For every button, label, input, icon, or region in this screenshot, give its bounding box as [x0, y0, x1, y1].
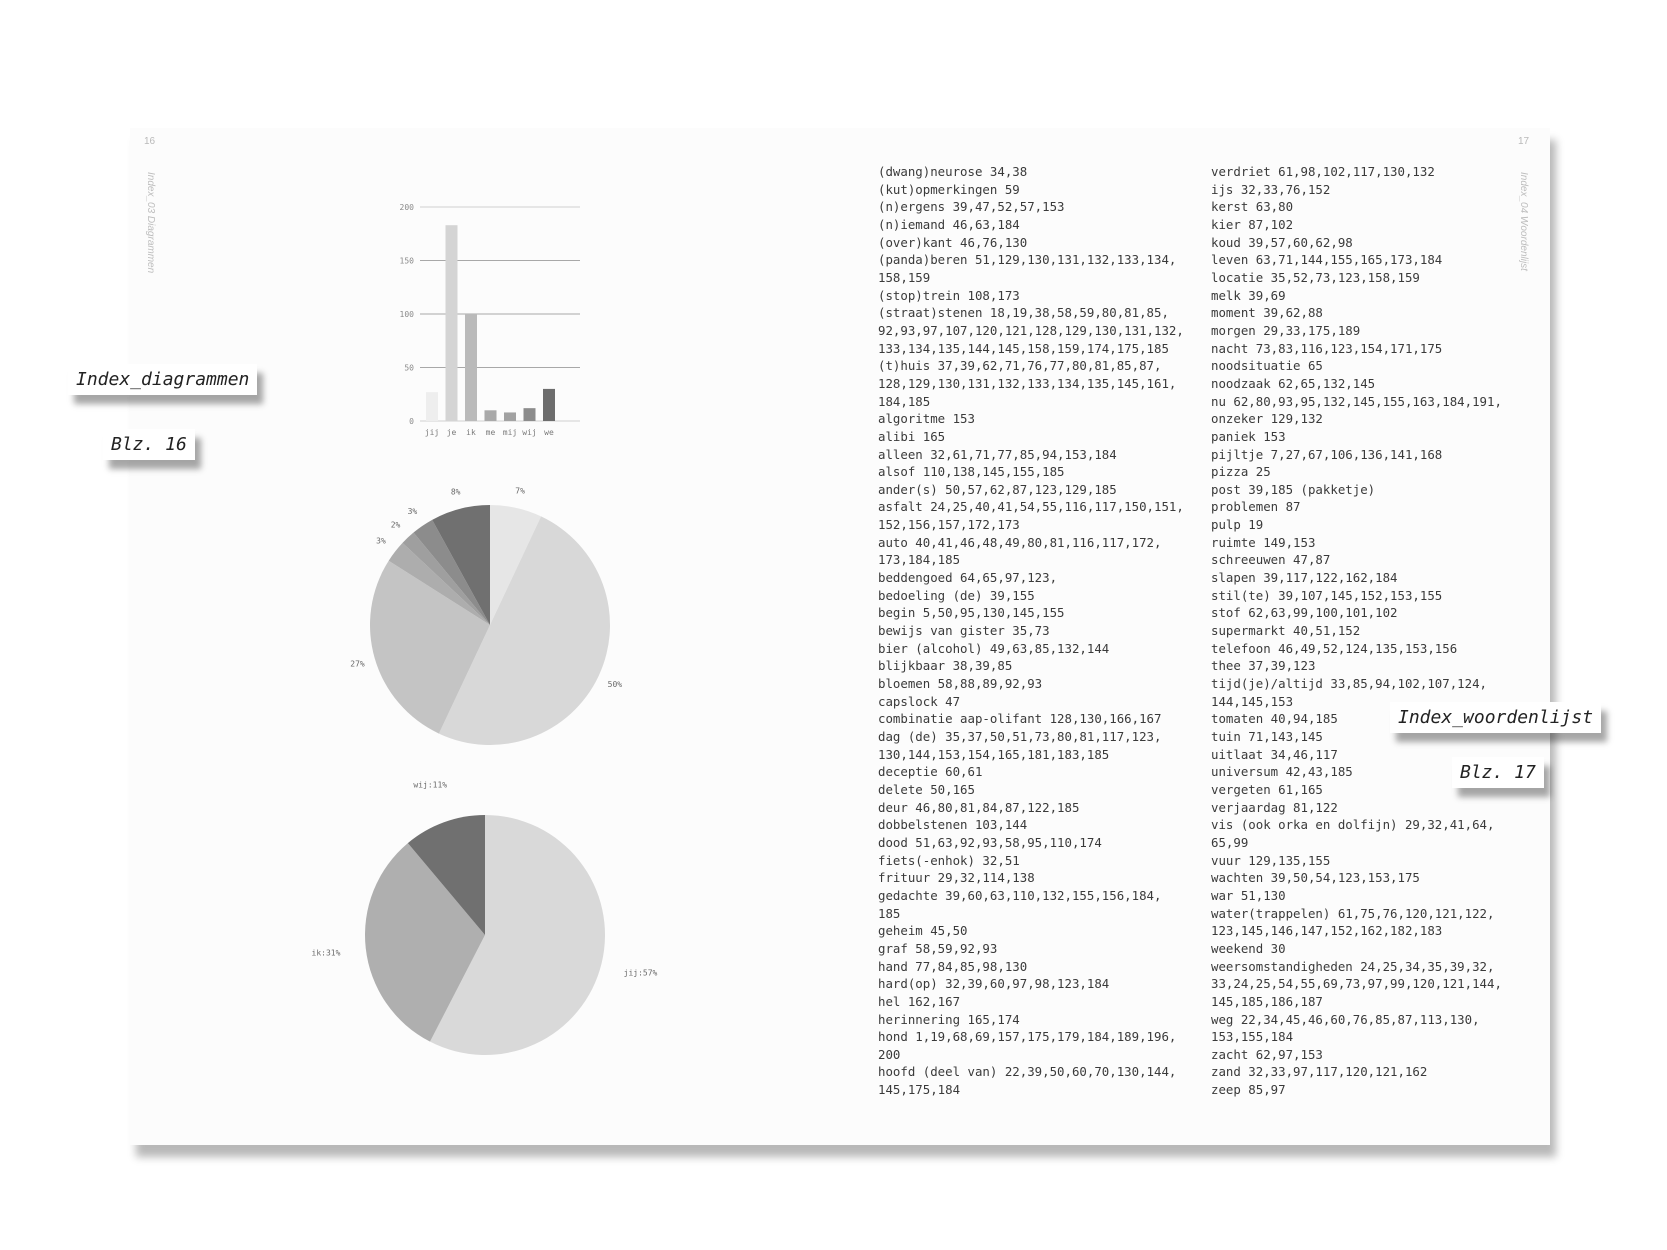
index-entry — [1211, 587, 1502, 605]
index-entry — [878, 251, 1184, 286]
index-entry-line: delete 50,165 — [878, 781, 975, 797]
index-entry-line: morgen 29,33,175,189 — [1211, 322, 1361, 338]
index-entry-line: 153,155,184 — [1211, 1029, 1294, 1045]
index-entry-line: (kut)opmerkingen 59 — [878, 181, 1020, 197]
index-entry — [1211, 569, 1502, 587]
index-entry-line: alibi 165 — [878, 428, 946, 444]
index-entry — [1211, 781, 1502, 799]
index-entry — [1211, 498, 1502, 516]
index-entry — [1211, 1063, 1502, 1081]
index-entry-line: water(trappelen) 61,75,76,120,121,122, — [1211, 905, 1495, 921]
index-entry-line: post 39,185 (pakketje) — [1211, 481, 1376, 497]
index-entry — [1211, 340, 1502, 358]
index-entry — [1211, 393, 1502, 411]
index-entry — [1211, 357, 1502, 375]
index-entry-line: alsof 110,138,145,155,185 — [878, 464, 1065, 480]
index-entry-line: pulp 19 — [1211, 517, 1264, 533]
index-entry-line: vis (ook orka en dolfijn) 29,32,41,64, — [1211, 817, 1495, 833]
index-entry — [878, 1028, 1184, 1063]
index-entry-line: auto 40,41,46,48,49,80,81,116,117,172, — [878, 534, 1162, 550]
pie-slice-label: wij:11% — [413, 780, 448, 790]
index-entry-line: alleen 32,61,71,77,85,94,153,184 — [878, 446, 1117, 462]
index-entry-line: deur 46,80,81,84,87,122,185 — [878, 799, 1080, 815]
index-entry — [878, 940, 1184, 958]
index-entry — [878, 463, 1184, 481]
index-entry-line: weekend 30 — [1211, 940, 1286, 956]
bar — [465, 314, 477, 421]
index-entry — [878, 799, 1184, 817]
bar — [543, 389, 555, 421]
word-index-column-1 — [878, 163, 1184, 1099]
index-entry — [878, 604, 1184, 622]
index-entry-line: (straat)stenen 18,19,38,58,59,80,81,85, — [878, 305, 1169, 321]
index-entry — [1211, 940, 1502, 958]
index-entry — [1211, 322, 1502, 340]
index-entry-line: (n)ergens 39,47,52,57,153 — [878, 199, 1065, 215]
index-entry-line: beddengoed 64,65,97,123, — [878, 570, 1058, 586]
index-entry — [1211, 958, 1502, 1011]
index-entry-line: 173,184,185 — [878, 552, 961, 568]
index-diagrammen-label: Index_diagrammen — [68, 364, 257, 395]
index-entry — [878, 198, 1184, 216]
index-entry-line: vergeten 61,165 — [1211, 781, 1323, 797]
index-entry-line: stof 62,63,99,100,101,102 — [1211, 605, 1398, 621]
index-entry-line: leven 63,71,144,155,165,173,184 — [1211, 252, 1443, 268]
index-entry-line: gedachte 39,60,63,110,132,155,156,184, — [878, 887, 1162, 903]
index-entry-line: hond 1,19,68,69,157,175,179,184,189,196, — [878, 1029, 1177, 1045]
jij-ik-wij-pie-chart — [305, 780, 665, 1075]
percentage-pie-chart — [345, 486, 635, 760]
index-entry-line: 185 — [878, 905, 901, 921]
index-entry-line: (dwang)neurose 34,38 — [878, 164, 1028, 179]
index-entry — [878, 287, 1184, 305]
index-entry-line: kier 87,102 — [1211, 216, 1294, 232]
index-entry-line: ijs 32,33,76,152 — [1211, 181, 1331, 197]
word-index-column-2 — [1211, 163, 1502, 1099]
index-entry — [878, 887, 1184, 922]
index-entry-line: tuin 71,143,145 — [1211, 729, 1323, 744]
index-entry — [1211, 269, 1502, 287]
index-entry — [1211, 657, 1502, 675]
index-entry — [878, 163, 1184, 181]
bar — [426, 392, 438, 421]
right-page-label: Blz. 17 — [1452, 757, 1544, 788]
index-entry-line: asfalt 24,25,40,41,54,55,116,117,150,151, — [878, 499, 1184, 515]
index-entry — [1211, 852, 1502, 870]
index-entry — [1211, 516, 1502, 534]
index-entry — [1211, 163, 1502, 181]
index-entry-line: 33,24,25,54,55,69,73,97,99,120,121,144, — [1211, 976, 1502, 992]
index-entry-line: nu 62,80,93,95,132,145,155,163,184,191, — [1211, 393, 1502, 409]
pie-slice-label: 27% — [350, 659, 365, 669]
index-entry — [1211, 481, 1502, 499]
x-tick-label: we — [544, 428, 554, 437]
index-entry — [1211, 799, 1502, 817]
pie-slice-label: jij:57% — [623, 968, 658, 978]
index-entry — [878, 781, 1184, 799]
index-entry-line: paniek 153 — [1211, 428, 1286, 444]
index-entry-line: supermarkt 40,51,152 — [1211, 623, 1361, 639]
index-entry-line: onzeker 129,132 — [1211, 411, 1323, 427]
index-entry — [878, 587, 1184, 605]
index-entry — [1211, 675, 1502, 710]
index-entry — [878, 657, 1184, 675]
y-tick-label: 100 — [399, 310, 414, 319]
y-tick-label: 0 — [409, 417, 414, 426]
index-entry-line: weg 22,34,45,46,60,76,85,87,113,130, — [1211, 1011, 1480, 1027]
index-entry-line: deceptie 60,61 — [878, 764, 983, 780]
index-entry — [1211, 869, 1502, 887]
x-tick-label: wij — [522, 428, 537, 437]
left-page-number: 16 — [144, 136, 156, 147]
index-entry — [878, 234, 1184, 252]
y-tick-label: 150 — [399, 256, 414, 266]
index-entry — [1211, 905, 1502, 940]
index-entry-line: tijd(je)/altijd 33,85,94,102,107,124, — [1211, 676, 1488, 692]
index-woordenlijst-label: Index_woordenlijst — [1390, 702, 1601, 733]
index-entry-line: noodzaak 62,65,132,145 — [1211, 375, 1376, 391]
index-entry-line: (panda)beren 51,129,130,131,132,133,134, — [878, 252, 1177, 268]
pie-slice-label: 7% — [515, 486, 525, 496]
index-entry-line: 158,159 — [878, 269, 931, 285]
index-entry — [1211, 463, 1502, 481]
index-entry — [1211, 551, 1502, 569]
left-running-head: Index_03 Diagrammen — [145, 172, 156, 274]
index-entry-line: combinatie aap-olifant 128,130,166,167 — [878, 711, 1162, 727]
index-entry-line: bedoeling (de) 39,155 — [878, 587, 1035, 603]
pie-slice-label: ik:31% — [311, 948, 341, 958]
index-entry — [878, 975, 1184, 993]
index-entry-line: hel 162,167 — [878, 993, 961, 1009]
index-entry-line: verdriet 61,98,102,117,130,132 — [1211, 164, 1435, 179]
index-entry-line: 152,156,157,172,173 — [878, 517, 1020, 533]
index-entry — [1211, 728, 1502, 746]
index-entry-line: 145,185,186,187 — [1211, 993, 1323, 1009]
index-entry — [878, 357, 1184, 410]
index-entry-line: melk 39,69 — [1211, 287, 1286, 303]
index-entry-line: moment 39,62,88 — [1211, 305, 1323, 321]
index-entry-line: pizza 25 — [1211, 464, 1271, 480]
index-entry — [1211, 1046, 1502, 1064]
index-entry-line: dag (de) 35,37,50,51,73,80,81,117,123, — [878, 729, 1162, 744]
pie-slice-label: 50% — [607, 679, 623, 689]
index-entry-line: verjaardag 81,122 — [1211, 799, 1338, 815]
index-entry-line: 144,145,153 — [1211, 693, 1294, 709]
index-entry — [878, 852, 1184, 870]
index-entry-line: vuur 129,135,155 — [1211, 852, 1331, 868]
index-entry-line: hoofd (deel van) 22,39,50,60,70,130,144, — [878, 1064, 1177, 1080]
index-entry-line: hand 77,84,85,98,130 — [878, 958, 1028, 974]
index-entry — [878, 869, 1184, 887]
index-entry — [878, 816, 1184, 834]
index-entry — [1211, 622, 1502, 640]
index-entry — [878, 304, 1184, 357]
index-entry-line: 128,129,130,131,132,133,134,135,145,161, — [878, 375, 1177, 391]
index-entry-line: schreeuwen 47,87 — [1211, 552, 1331, 568]
index-entry — [878, 728, 1184, 763]
index-entry-line: slapen 39,117,122,162,184 — [1211, 570, 1398, 586]
index-entry — [1211, 746, 1502, 764]
bar — [504, 412, 516, 421]
index-entry — [878, 481, 1184, 499]
index-entry — [878, 569, 1184, 587]
index-entry-line: uitlaat 34,46,117 — [1211, 746, 1338, 762]
x-tick-label: je — [446, 428, 457, 437]
index-entry-line: (t)huis 37,39,62,71,76,77,80,81,85,87, — [878, 358, 1162, 374]
index-entry — [878, 993, 1184, 1011]
index-entry-line: dood 51,63,92,93,58,95,110,174 — [878, 834, 1102, 850]
index-entry-line: noodsituatie 65 — [1211, 358, 1323, 374]
x-tick-label: mij — [502, 428, 518, 437]
x-tick-label: ik — [466, 428, 476, 437]
pie-slice-label: 3% — [407, 506, 418, 516]
index-entry-line: 92,93,97,107,120,121,128,129,130,131,132, — [878, 322, 1184, 338]
index-entry — [1211, 287, 1502, 305]
index-entry-line: koud 39,57,60,62,98 — [1211, 234, 1353, 250]
index-entry-line: frituur 29,32,114,138 — [878, 870, 1035, 886]
index-entry — [878, 181, 1184, 199]
index-entry-line: bewijs van gister 35,73 — [878, 623, 1050, 639]
index-entry-line: begin 5,50,95,130,145,155 — [878, 605, 1065, 621]
pie-slice-label: 3% — [376, 536, 386, 546]
index-entry-line: dobbelstenen 103,144 — [878, 817, 1028, 833]
index-entry-line: 123,145,146,147,152,162,182,183 — [1211, 923, 1443, 939]
index-entry-line: blijkbaar 38,39,85 — [878, 658, 1013, 674]
index-entry — [1211, 763, 1502, 781]
index-entry-line: (stop)trein 108,173 — [878, 287, 1020, 303]
index-entry-line: algoritme 153 — [878, 411, 975, 427]
index-entry — [1211, 304, 1502, 322]
index-entry-line: pijltje 7,27,67,106,136,141,168 — [1211, 446, 1443, 462]
index-entry — [1211, 181, 1502, 199]
index-entry-line: zacht 62,97,153 — [1211, 1046, 1323, 1062]
index-entry — [878, 922, 1184, 940]
index-entry-line: universum 42,43,185 — [1211, 764, 1353, 780]
bar — [446, 225, 458, 421]
index-entry-line: 130,144,153,154,165,181,183,185 — [878, 746, 1110, 762]
x-tick-label: jij — [424, 428, 440, 437]
index-entry — [878, 693, 1184, 711]
index-entry — [878, 498, 1184, 533]
index-entry — [878, 763, 1184, 781]
index-entry — [878, 640, 1184, 658]
index-entry-line: herinnering 165,174 — [878, 1011, 1020, 1027]
index-entry-line: geheim 45,50 — [878, 923, 968, 939]
index-entry-line: (n)iemand 46,63,184 — [878, 216, 1020, 232]
index-entry — [878, 675, 1184, 693]
index-entry — [1211, 428, 1502, 446]
index-entry-line: tomaten 40,94,185 — [1211, 711, 1338, 727]
index-entry-line: stil(te) 39,107,145,152,153,155 — [1211, 587, 1443, 603]
index-entry-line: zand 32,33,97,117,120,121,162 — [1211, 1064, 1428, 1080]
index-entry-line: capslock 47 — [878, 693, 961, 709]
index-entry — [1211, 375, 1502, 393]
index-entry — [878, 410, 1184, 428]
x-tick-label: me — [485, 428, 496, 437]
index-entry-line: war 51,130 — [1211, 887, 1286, 903]
index-entry-line: weersomstandigheden 24,25,34,35,39,32, — [1211, 958, 1495, 974]
index-entry-line: ander(s) 50,57,62,87,123,129,185 — [878, 481, 1117, 497]
index-entry-line: 184,185 — [878, 393, 931, 409]
index-entry — [1211, 887, 1502, 905]
index-entry — [1211, 198, 1502, 216]
index-entry — [1211, 640, 1502, 658]
index-entry — [878, 710, 1184, 728]
index-entry — [1211, 710, 1502, 728]
pie-slice-label: 8% — [450, 487, 461, 497]
index-entry — [878, 1063, 1184, 1098]
right-page-number: 17 — [1518, 136, 1530, 147]
y-tick-label: 50 — [404, 363, 414, 373]
pie-slice-label: 2% — [390, 520, 401, 530]
index-entry — [1211, 1081, 1502, 1099]
index-entry — [1211, 534, 1502, 552]
index-entry — [1211, 251, 1502, 269]
index-entry — [1211, 216, 1502, 234]
pronoun-bar-chart — [385, 195, 585, 445]
index-entry — [1211, 816, 1502, 851]
index-entry — [878, 534, 1184, 569]
index-entry-line: telefoon 46,49,52,124,135,153,156 — [1211, 640, 1458, 656]
index-entry-line: 145,175,184 — [878, 1082, 961, 1098]
index-entry — [1211, 1011, 1502, 1046]
index-entry — [1211, 234, 1502, 252]
index-entry-line: zeep 85,97 — [1211, 1082, 1286, 1098]
index-entry-line: 200 — [878, 1046, 901, 1062]
index-entry-line: (over)kant 46,76,130 — [878, 234, 1028, 250]
index-entry — [878, 958, 1184, 976]
index-entry — [1211, 446, 1502, 464]
index-entry — [1211, 410, 1502, 428]
right-running-head: Index_04 Woordenlijst — [1518, 172, 1529, 271]
bar — [524, 408, 536, 421]
index-entry-line: bier (alcohol) 49,63,85,132,144 — [878, 640, 1110, 656]
index-entry-line: nacht 73,83,116,123,154,171,175 — [1211, 340, 1443, 356]
index-entry-line: ruimte 149,153 — [1211, 534, 1316, 550]
index-entry-line: fiets(-enhok) 32,51 — [878, 852, 1020, 868]
index-entry-line: graf 58,59,92,93 — [878, 940, 998, 956]
index-entry-line: bloemen 58,88,89,92,93 — [878, 676, 1043, 692]
bar — [485, 410, 497, 421]
index-entry-line: problemen 87 — [1211, 499, 1301, 515]
index-entry — [1211, 604, 1502, 622]
index-entry-line: hard(op) 32,39,60,97,98,123,184 — [878, 976, 1110, 992]
y-tick-label: 200 — [399, 203, 414, 212]
index-entry — [878, 216, 1184, 234]
index-entry-line: wachten 39,50,54,123,153,175 — [1211, 870, 1420, 886]
index-entry-line: locatie 35,52,73,123,158,159 — [1211, 269, 1420, 285]
index-entry-line: 65,99 — [1211, 834, 1249, 850]
index-entry-line: 133,134,135,144,145,158,159,174,175,185 — [878, 340, 1169, 356]
index-entry — [878, 428, 1184, 446]
index-entry — [878, 1011, 1184, 1029]
left-page-label: Blz. 16 — [103, 429, 195, 460]
index-entry — [878, 834, 1184, 852]
index-entry-line: kerst 63,80 — [1211, 199, 1294, 215]
index-entry — [878, 622, 1184, 640]
index-entry — [878, 446, 1184, 464]
index-entry-line: thee 37,39,123 — [1211, 658, 1316, 674]
